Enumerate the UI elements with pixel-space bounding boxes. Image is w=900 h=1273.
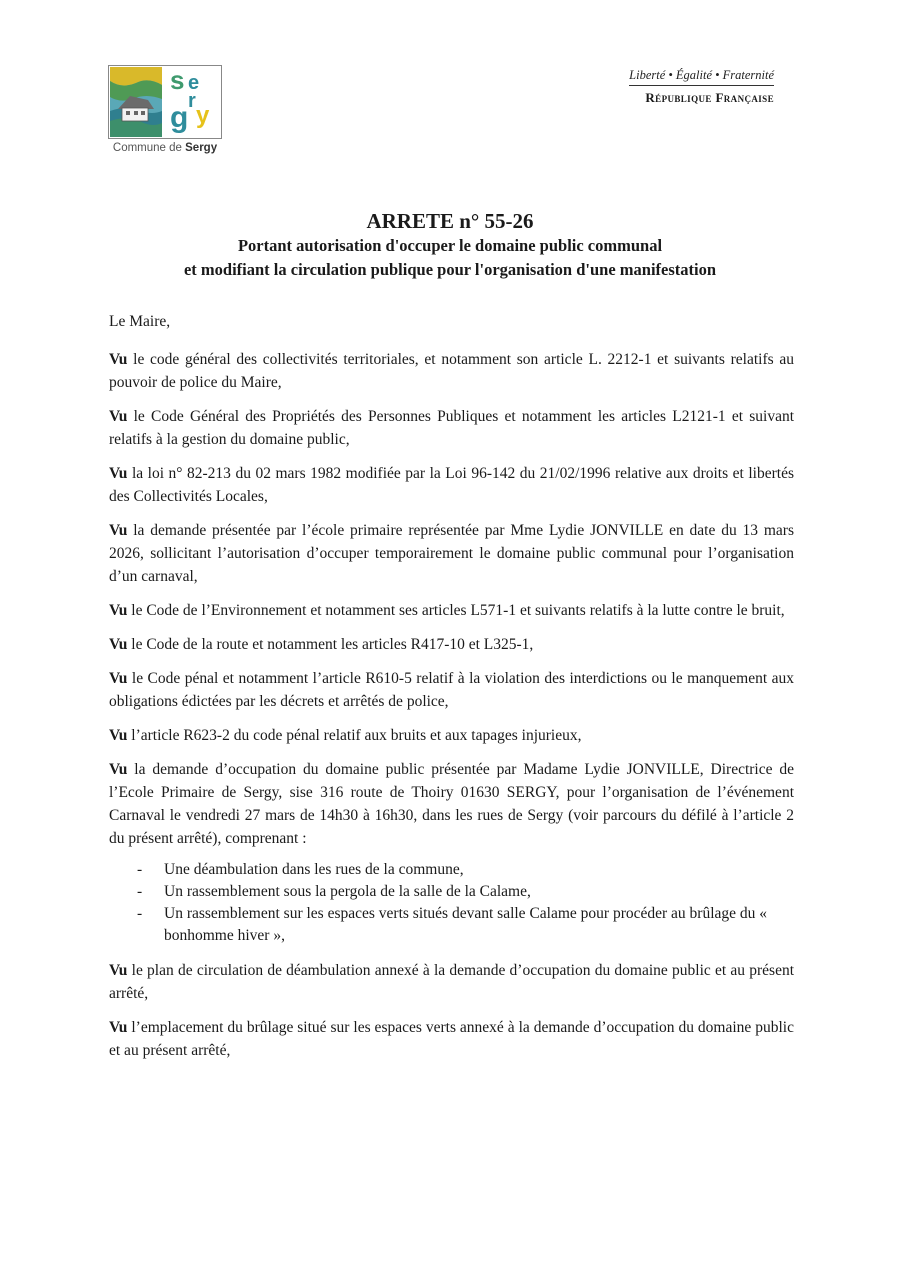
considerant-text: le Code de l’Environnement et notamment ses articles L571-1 et suivants relatifs à la lutte contre le bruit, [131, 602, 785, 619]
vu-label: Vu [109, 408, 128, 425]
considerant-paragraph [109, 348, 794, 394]
svg-text:r: r [188, 90, 196, 112]
list-item: - Un rassemblement sous la pergola de la salle de la Calame, [109, 881, 794, 903]
considerant-paragraph [109, 959, 794, 1005]
vu-label: Vu [109, 522, 128, 539]
vu-label: Vu [109, 761, 128, 778]
vu-label: Vu [109, 727, 128, 744]
considerant-paragraph [109, 1016, 794, 1062]
vu-label: Vu [109, 962, 128, 979]
logo-caption-prefix: Commune de [112, 142, 182, 154]
svg-text:s: s [170, 65, 185, 95]
considerant-text: la loi n° 82-213 du 02 mars 1982 modifiée par la Loi 96-142 du 21/02/1996 relative aux droits et libertés des Collectivités Locales, [109, 465, 795, 505]
list-item: - Une déambulation dans les rues de la commune, [109, 859, 794, 881]
event-items-list [109, 859, 794, 947]
considerant-text: le Code Général des Propriétés des Personnes Publiques et notamment les articles L2121-1 et suivant relatifs à la gestion du domaine public, [109, 408, 794, 448]
arrete-number-title: ARRETE n° 55-26 [366, 209, 534, 233]
considerant-paragraph [109, 405, 794, 451]
considerant-paragraph [109, 667, 794, 713]
svg-text:e: e [188, 72, 200, 94]
considerant-text: l’article R623-2 du code pénal relatif aux bruits et aux tapages injurieux, [131, 727, 582, 744]
document-title-block [0, 208, 900, 282]
considerant-text: l’emplacement du brûlage situé sur les espaces verts annexé à la demande d’occupation du domaine public et au présent arrêté, [109, 1019, 794, 1059]
title-line-2: et modifiant la circulation publique pour l'organisation d'une manifestation [183, 260, 717, 279]
logo-caption-name: Sergy [185, 142, 218, 154]
commune-logo [108, 65, 222, 154]
svg-text:g: g [170, 101, 189, 134]
svg-text:y: y [196, 102, 210, 129]
list-item: - Un rassemblement sur les espaces verts situés devant salle Calame pour procéder au brûlage du « bonhomme hiver », [109, 903, 794, 947]
republic-motto: Liberté • Égalité • Fraternité [629, 68, 774, 86]
vu-label: Vu [109, 351, 128, 368]
vu-label: Vu [109, 670, 128, 687]
considerant-text: le Code de la route et notamment les articles R417-10 et L325-1, [131, 636, 534, 653]
republic-header [629, 66, 774, 106]
document-body [109, 310, 794, 1073]
vu-label: Vu [109, 465, 128, 482]
considerant-paragraph [109, 462, 794, 508]
considerant-paragraph [109, 519, 794, 588]
considerant-paragraph [109, 724, 794, 747]
considerant-text: le plan de circulation de déambulation annexé à la demande d’occupation du domaine public et au présent arrêté, [109, 962, 795, 1002]
considerant-paragraph [109, 758, 794, 850]
considerant-paragraph [109, 633, 794, 656]
considerant-text: la demande présentée par l’école primaire représentée par Mme Lydie JONVILLE en date du 13 mars 2026, sollicitant l’autorisation d’occuper temporairement le domaine public communal pour l’organisation d’un carnaval, [109, 522, 795, 585]
republic-name: République Française [645, 90, 774, 105]
considerant-paragraph [109, 599, 794, 622]
logo-caption [108, 142, 222, 154]
considerant-text: le code général des collectivités territoriales, et notamment son article L. 2212-1 et suivants relatifs au pouvoir de police du Maire, [109, 351, 795, 391]
vu-label: Vu [109, 602, 128, 619]
considerant-text: la demande d’occupation du domaine public présentée par Madame Lydie JONVILLE, Directrice de l’Ecole Primaire de Sergy, sise 316 route de Thoiry 01630 SERGY, pour l’organisation de l’événement Carnaval le vendredi 27 mars de 14h30 à 16h30, dans les rues de Sergy (voir parcours du défilé à l’article 2 du présent arrêté), comprenant : [109, 761, 795, 847]
considerant-text: le Code pénal et notamment l’article R610-5 relatif à la violation des interdictions ou le manquement aux obligations édictées par les décrets et arrêtés de police, [109, 670, 795, 710]
vu-label: Vu [109, 636, 128, 653]
salutation: Le Maire, [109, 313, 171, 330]
vu-label: Vu [109, 1019, 128, 1036]
sergy-logo-emblem [108, 65, 222, 139]
title-line-1: Portant autorisation d'occuper le domaine public communal [237, 236, 663, 255]
